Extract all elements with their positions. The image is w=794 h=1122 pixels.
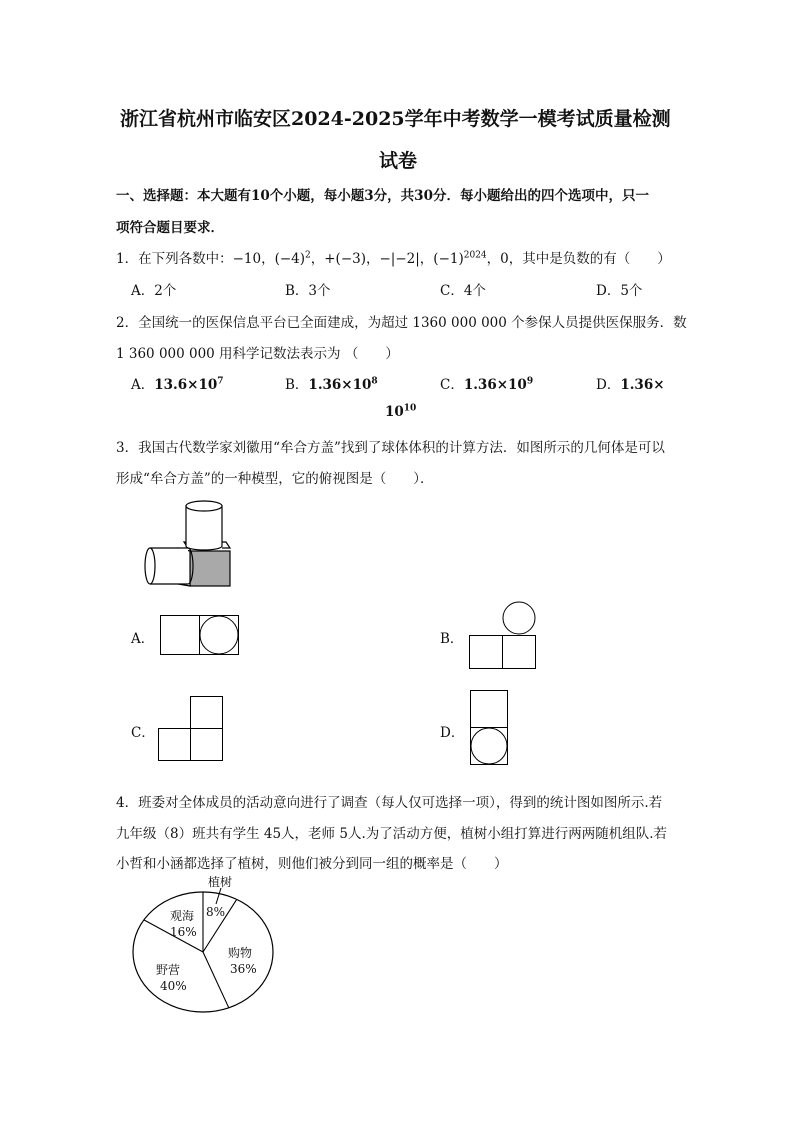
question-1-option-b[interactable]: B．3个 (285, 283, 331, 299)
question-3-option-d-label[interactable]: D． (440, 725, 465, 741)
question-1 (116, 247, 671, 267)
question-2-option-d[interactable] (596, 373, 665, 393)
page-title-line2: 试卷 (379, 150, 418, 172)
option-exponent: 7 (217, 376, 224, 387)
question-3-line2: 形成“牟合方盖”的一种模型，它的俯视图是（ ）． (116, 471, 434, 487)
option-value: 1.36× (620, 377, 665, 393)
slice-pct-shopping: 36% (230, 962, 257, 976)
question-3-line1: 3．我国古代数学家刘徽用“牟合方盖”找到了球体体积的计算方法．如图所示的几何体是可以 (116, 440, 665, 456)
question-2-option-a[interactable] (131, 373, 224, 393)
solid-model-figure (140, 496, 240, 590)
option-exponent: 10 (403, 403, 417, 414)
question-1-stem-c: ，0，其中是负数的有（ ） (486, 251, 671, 267)
question-3-option-c-label[interactable]: C． (131, 725, 155, 741)
section-heading: 一、选择题：本大题有10个小题，每小题3分，共30分．每小题给出的四个选项中，只一 (116, 188, 649, 204)
question-1-stem-b: ，+(−3)，−|−2|，(−1) (310, 251, 464, 267)
option-c-figure[interactable] (158, 696, 224, 762)
slice-label-shopping: 购物 (228, 946, 253, 960)
option-letter: A． (131, 377, 155, 393)
question-4-line3: 小哲和小涵都选择了植树，则他们被分到同一组的概率是（ ） (116, 856, 508, 872)
option-value: 1.36×10 (463, 377, 527, 393)
option-letter: C． (440, 377, 464, 393)
question-4-line1: 4．班委对全体成员的活动意向进行了调查（每人仅可选择一项），得到的统计图如图所示.若 (116, 795, 663, 811)
slice-label-camping: 野营 (156, 963, 181, 977)
activity-pie-chart (128, 870, 278, 1015)
question-3-option-a-label[interactable]: A． (131, 631, 155, 647)
slice-pct-seaview: 16% (170, 925, 197, 939)
option-value: 1.36×10 (308, 377, 372, 393)
question-1-option-d[interactable]: D．5个 (596, 283, 643, 299)
question-1-exp-a: 2 (305, 250, 311, 261)
option-exponent: 9 (526, 376, 534, 387)
option-b-figure[interactable] (469, 601, 539, 671)
option-d-figure[interactable] (470, 690, 510, 768)
slice-label-seaview: 观海 (170, 909, 195, 923)
option-exponent: 8 (371, 376, 378, 387)
question-1-option-a[interactable]: A．2个 (131, 283, 177, 299)
slice-label-planting: 植树 (208, 875, 233, 889)
page-title: 浙江省杭州市临安区2024-2025学年中考数学一模考试质量检测 (120, 108, 671, 130)
question-4-line2: 九年级（8）班共有学生 45人，老师 5人.为了活动方便，植树小组打算进行两两随机组队.若 (116, 826, 668, 842)
question-1-stem-a: 1．在下列各数中：−10，(−4) (116, 251, 306, 267)
section-heading-line2: 项符合题目要求． (116, 220, 224, 236)
option-letter: D． (596, 377, 621, 393)
question-2-option-d-wrap (385, 404, 416, 420)
question-3-option-b-label[interactable]: B． (440, 631, 464, 647)
question-2-option-b[interactable] (285, 373, 378, 393)
option-a-figure[interactable] (160, 615, 240, 655)
question-1-exp-b: 2024 (463, 250, 487, 261)
question-2-line2: 1 360 000 000 用科学记数法表示为 （ ） (116, 346, 399, 362)
slice-pct-camping: 40% (160, 979, 187, 993)
question-1-option-c[interactable]: C．4个 (440, 283, 486, 299)
option-value: 10 (385, 404, 404, 420)
question-2-line1: 2．全国统一的医保信息平台已全面建成，为超过 1360 000 000 个参保人员提供医保服务．数 (116, 315, 687, 331)
option-value: 13.6×10 (154, 377, 218, 393)
slice-pct-planting: 8% (206, 905, 226, 919)
option-letter: B． (285, 377, 309, 393)
question-2-option-c[interactable] (440, 373, 533, 393)
